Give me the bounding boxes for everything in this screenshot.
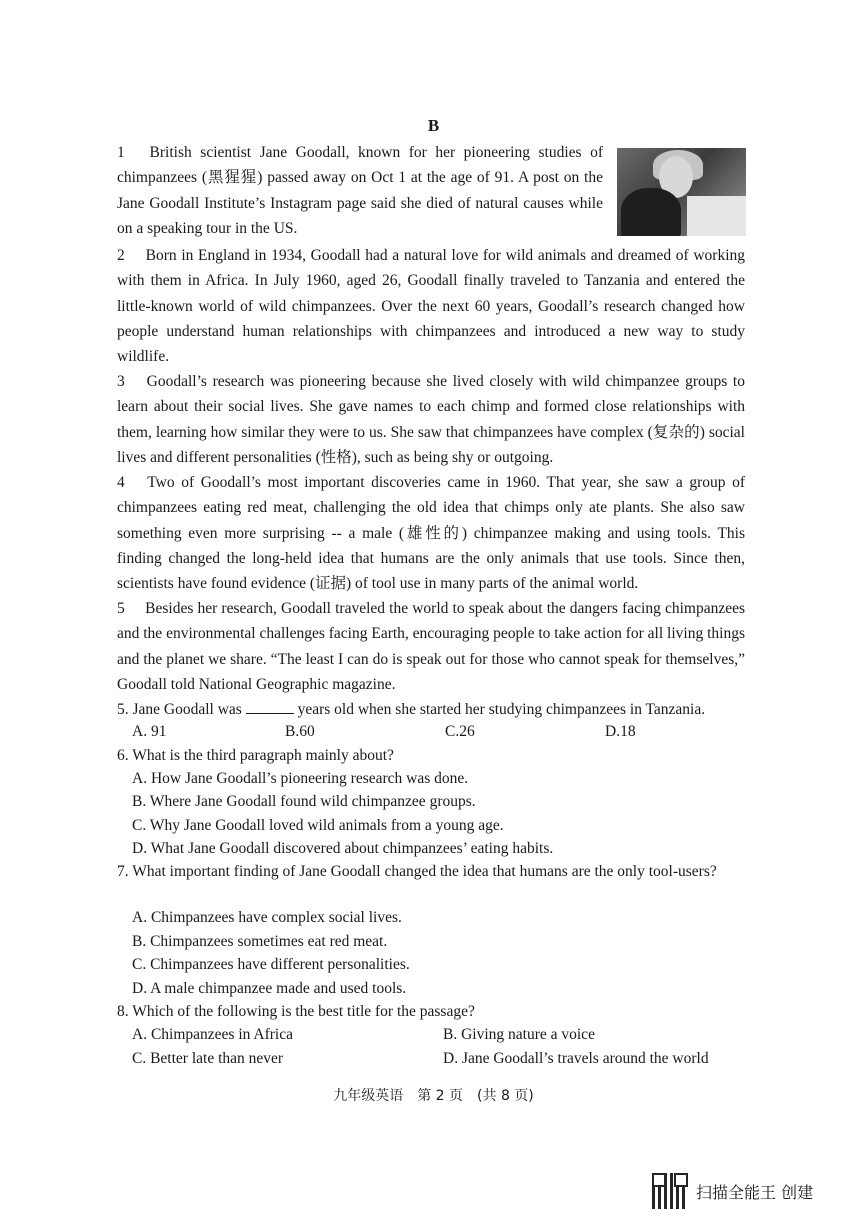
q8-option-b[interactable]: B. Giving nature a voice bbox=[443, 1026, 595, 1043]
paragraph-number: 2 bbox=[117, 247, 125, 264]
q8-option-c[interactable]: C. Better late than never bbox=[132, 1050, 284, 1067]
q5-option-c[interactable]: C.26 bbox=[445, 723, 475, 740]
paragraph-number: 1 bbox=[117, 144, 125, 161]
paragraph-number: 3 bbox=[117, 373, 125, 390]
paragraph-text: British scientist Jane Goodall, known for her pioneering studies of chimpanzees (黑猩猩) passed away on Oct 1 at the age of 91. A post on the Jane Goodall Institute’s Instagram page said she died of natural causes while on a speaking tour in the US. bbox=[117, 144, 604, 237]
q7-option-a[interactable]: A. Chimpanzees have complex social lives. bbox=[132, 909, 402, 926]
paragraph-number: 4 bbox=[117, 474, 125, 491]
paragraph-1 bbox=[117, 140, 603, 241]
q6-option-c[interactable]: C. Why Jane Goodall loved wild animals from a young age. bbox=[132, 817, 504, 834]
paragraph-5 bbox=[117, 596, 745, 697]
section-label: B bbox=[427, 116, 440, 135]
scanner-watermark bbox=[652, 1173, 813, 1209]
question-stem-text: 5. Jane Goodall was bbox=[117, 701, 242, 718]
q6-option-d[interactable]: D. What Jane Goodall discovered about chimpanzees’ eating habits. bbox=[132, 840, 554, 857]
q7-option-d[interactable]: D. A male chimpanzee made and used tools. bbox=[132, 980, 407, 997]
q8-option-d[interactable]: D. Jane Goodall’s travels around the world bbox=[443, 1050, 709, 1067]
q6-option-b[interactable]: B. Where Jane Goodall found wild chimpanzee groups. bbox=[132, 793, 476, 810]
question-7-stem: 7. What important finding of Jane Goodall changed the idea that humans are the only tool-users? bbox=[117, 863, 717, 880]
question-8-stem: 8. Which of the following is the best title for the passage? bbox=[117, 1003, 475, 1020]
photo-chimpanzee bbox=[621, 188, 681, 236]
q8-option-a[interactable]: A. Chimpanzees in Africa bbox=[132, 1026, 293, 1043]
question-6-stem: 6. What is the third paragraph mainly about? bbox=[117, 747, 394, 764]
paragraph-2 bbox=[117, 243, 745, 369]
q7-option-c[interactable]: C. Chimpanzees have different personalities. bbox=[132, 956, 410, 973]
paragraph-3 bbox=[117, 369, 745, 470]
jane-goodall-photo bbox=[617, 148, 746, 236]
answer-blank[interactable] bbox=[246, 699, 294, 714]
watermark-text: 扫描全能王 创建 bbox=[696, 1182, 814, 1202]
photo-shirt bbox=[687, 196, 746, 236]
q5-option-a[interactable]: A. 91 bbox=[132, 723, 167, 740]
q6-option-a[interactable]: A. How Jane Goodall’s pioneering research was done. bbox=[132, 770, 469, 787]
paragraph-text: Goodall’s research was pioneering because she lived closely with wild chimpanzee groups to learn about their social lives. She gave names to each chimp and formed close relationships with them, learning how similar they were to us. She saw that chimpanzees have complex (复杂的) social lives and different personalities (性格), such as being shy or outgoing. bbox=[117, 373, 745, 466]
paragraph-number: 5 bbox=[117, 600, 125, 617]
paragraph-text: Two of Goodall’s most important discoveries came in 1960. That year, she saw a group of chimpanzees eating red meat, challenging the old idea that chimps only ate plants. She also saw something even more surprising -- a male (雄性的) chimpanzee making and using tools. This finding changed the long-held idea that humans are the only animals that use tools. Since then, scientists have found evidence (证据) of tool use in many parts of the animal world. bbox=[117, 474, 745, 593]
qr-code-icon bbox=[652, 1173, 688, 1209]
page-footer: 九年级英语 第 2 页 (共 8 页) bbox=[333, 1088, 534, 1104]
question-stem-text: years old when she started her studying chimpanzees in Tanzania. bbox=[297, 701, 706, 718]
paragraph-text: Born in England in 1934, Goodall had a natural love for wild animals and dreamed of working with them in Africa. In July 1960, aged 26, Goodall finally traveled to Tanzania and entered the little-known world of wild chimpanzees. Over the next 60 years, Goodall’s research changed how people understand human relationships with chimpanzees and introduced a new way to study wildlife. bbox=[117, 247, 745, 366]
q5-option-b[interactable]: B.60 bbox=[285, 723, 315, 740]
q7-option-b[interactable]: B. Chimpanzees sometimes eat red meat. bbox=[132, 933, 388, 950]
q5-option-d[interactable]: D.18 bbox=[605, 723, 636, 740]
paragraph-text: Besides her research, Goodall traveled the world to speak about the dangers facing chimpanzees and the environmental challenges facing Earth, encouraging people to take action for all living things and the planet we share. “The least I can do is speak out for those who cannot speak for themselves,” Goodall told National Geographic magazine. bbox=[117, 600, 746, 693]
question-5-stem bbox=[117, 698, 745, 722]
paragraph-4 bbox=[117, 470, 745, 596]
